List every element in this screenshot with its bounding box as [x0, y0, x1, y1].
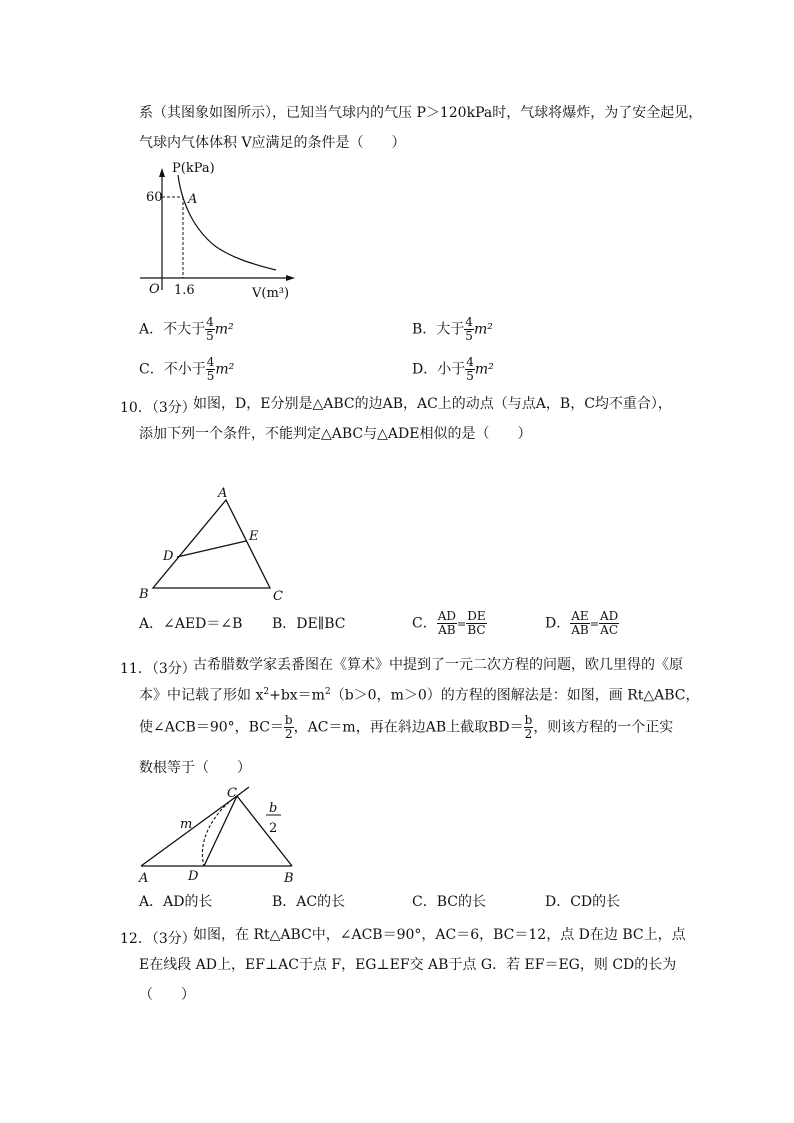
q10-label-b: B: [139, 587, 149, 602]
q11-option-c[interactable]: C．BC的长: [412, 894, 486, 910]
q11-text-line2: 本》中记载了形如 $x^2+bx=m^2(b>0$，m＞0）的方程的图解法是：如图，画 Rt△ABC，: [139, 687, 700, 704]
q9-option-b-fraction: $\frac{4}{5}$: [465, 315, 473, 344]
q9-option-c-unit: m²: [215, 361, 235, 378]
q11-text-line1: 古希腊数学家丢番图在《算术》中提到了一元二次方程的问题，欧几里得的《原: [193, 657, 683, 673]
q11-label-b-num: b: [269, 801, 278, 816]
q9-graph-point-a: A: [188, 192, 198, 207]
q9-option-c-fraction: $\frac{4}{5}$: [206, 355, 215, 384]
q11-number: 11．（3分）: [120, 661, 196, 677]
q10-number: 10．（3分）: [120, 400, 196, 416]
q11-label-a: A: [139, 871, 149, 886]
q9-option-d-unit: m²: [474, 361, 494, 378]
q11-label-m: m: [180, 817, 193, 832]
q9-graph-ytick: 60: [146, 190, 163, 205]
q10-option-d-frac2: $\frac{AD}{AC}$: [599, 609, 619, 638]
q10-option-c-frac1: $\frac{AD}{AB}$: [437, 609, 457, 638]
q10-option-a[interactable]: A．∠AED＝∠B: [139, 616, 243, 632]
q10-label-e: E: [249, 529, 259, 544]
q12-text-line2: E在线段 AD上，EF⊥AC于点 F，EG⊥EF交 AB于点 G．若 EF＝EG，则 CD的长为: [139, 957, 677, 973]
q12-text-line1: 如图，在 Rt△ABC中，∠ACB＝90°，AC＝6，BC＝12，点 D在边 BC上，点: [193, 927, 686, 943]
q12-number: 12．（3分）: [120, 931, 196, 947]
q11-option-d[interactable]: D．CD的长: [545, 894, 621, 910]
q10-option-b[interactable]: B．DE∥BC: [272, 616, 346, 632]
q9-text-line2: 气球内气体体积 V应满足的条件是（ ）: [139, 135, 406, 151]
q11-label-two: 2: [269, 821, 278, 836]
q9-graph-ylabel: P(kPa): [172, 161, 215, 176]
q9-graph-xtick: 1.6: [174, 283, 195, 298]
q9-option-b-prefix: B．大于: [412, 321, 465, 338]
q11-frac-bd: $\frac{b}{2}$: [524, 713, 533, 742]
q11-frac-bc: $\frac{b}{2}$: [284, 713, 293, 742]
q9-graph-origin: O: [149, 282, 160, 297]
q11-option-b[interactable]: B．AC的长: [272, 894, 346, 910]
q10-option-c[interactable]: C． $\frac{AD}{AB}$ = $\frac{DE}{BC}$: [412, 609, 486, 638]
q11-label-d: D: [188, 869, 199, 884]
q10-label-d: D: [163, 549, 174, 564]
q11-label-b: B: [284, 871, 294, 886]
q11-label-c: C: [227, 786, 237, 801]
q10-text-line2: 添加下列一个条件，不能判定△ABC与△ADE相似的是（ ）: [139, 426, 532, 442]
q10-text-line1: 如图，D，E分别是△ABC的边AB，AC上的动点（与点A，B，C均不重合），: [193, 396, 672, 412]
q10-option-d-frac1: $\frac{AE}{AB}$: [571, 609, 589, 638]
q10-option-d[interactable]: D． $\frac{AE}{AB}$ = $\frac{AD}{AC}$: [545, 609, 619, 638]
q9-option-d-fraction: $\frac{4}{5}$: [466, 355, 474, 384]
q10-label-c: C: [273, 589, 283, 604]
q9-option-a-prefix: A．不大于: [139, 321, 206, 338]
q12-text-line3: （ ）: [139, 987, 195, 1003]
q9-text-line1: 系（其图象如图所示），已知当气球内的气压 P＞120kPa时，气球将爆炸，为了安全起见，: [139, 105, 703, 121]
q11-text-line4: 数根等于（ ）: [139, 760, 251, 776]
q9-option-c-prefix: C．不小于: [139, 361, 206, 378]
q11-option-a[interactable]: A．AD的长: [139, 894, 213, 910]
q9-option-b-unit: m²: [473, 321, 493, 338]
q9-option-a-unit: m²: [214, 321, 234, 338]
q9-graph-xlabel: V(m³): [252, 286, 290, 301]
q9-option-a-fraction: $\frac{4}{5}$: [206, 315, 214, 344]
q10-option-c-frac2: $\frac{DE}{BC}$: [467, 609, 486, 638]
q11-text-line3: 使∠ACB＝90°，BC＝ $\frac{b}{2}$ ，AC＝m，再在斜边AB上截取BD＝ $\frac{b}{2}$ ，则该方程的一个正实: [139, 713, 674, 742]
q9-option-d-prefix: D．小于: [412, 361, 466, 378]
q10-label-a: A: [218, 486, 228, 501]
